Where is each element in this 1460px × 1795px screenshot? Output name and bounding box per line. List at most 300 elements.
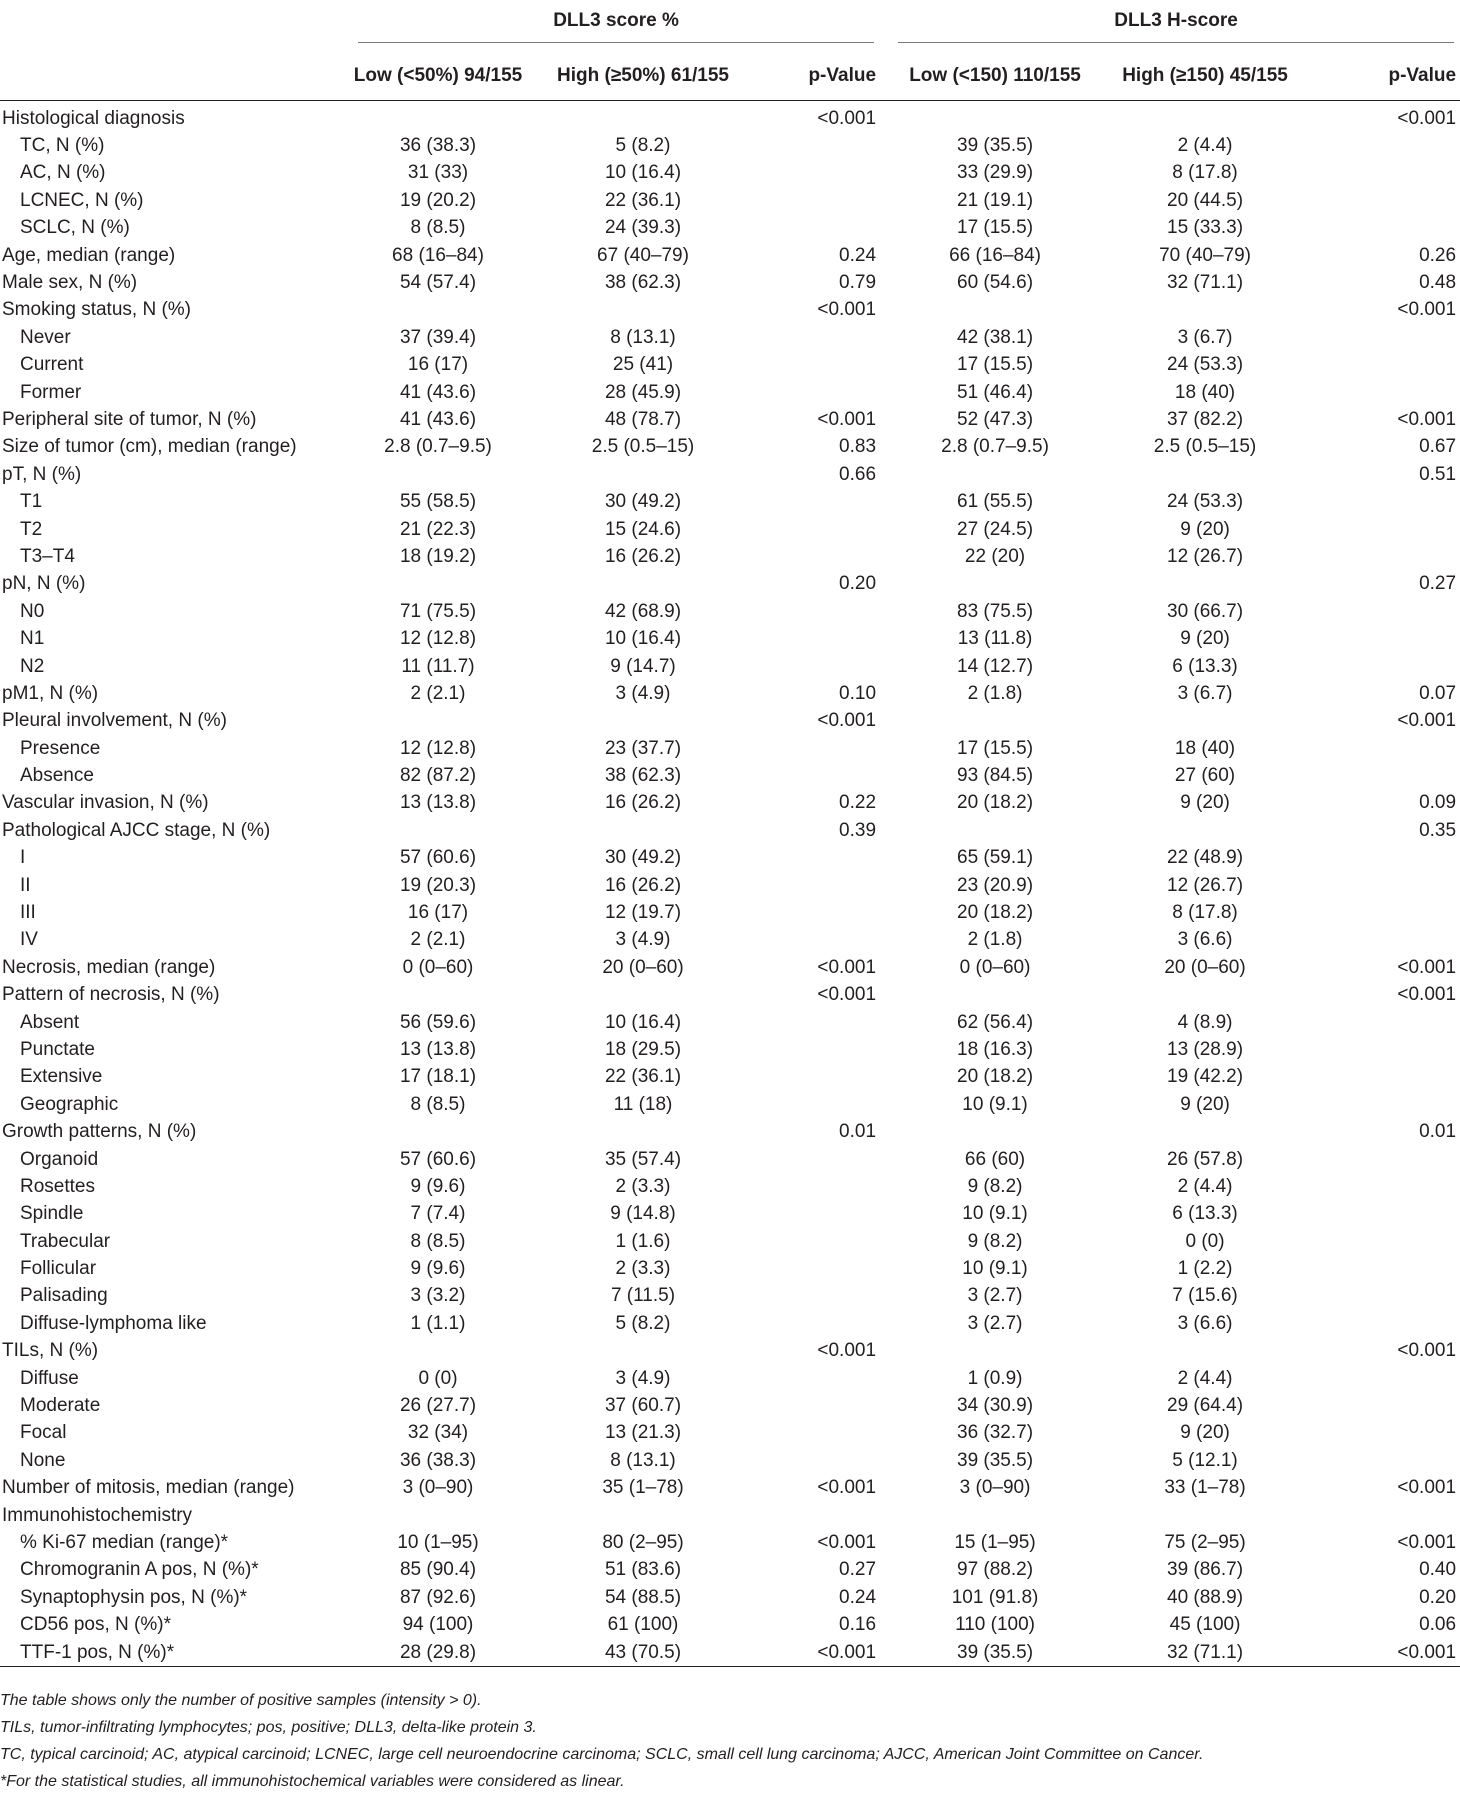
- p-value-cell: [1300, 1310, 1460, 1337]
- p-value-cell: [750, 1064, 880, 1091]
- p-value-cell: [1300, 1255, 1460, 1282]
- value-cell: [536, 101, 750, 133]
- value-cell: 51 (46.4): [957, 381, 1034, 403]
- value-cell: 37 (60.7): [604, 1395, 682, 1417]
- value-cell: [880, 1118, 1110, 1145]
- row-label: TTF-1 pos, N (%)*: [0, 1639, 340, 1667]
- value-cell: 1 (2.2): [1177, 1258, 1233, 1280]
- value-cell: 41 (43.6): [399, 381, 477, 403]
- row-label: Smoking status, N (%): [2, 299, 191, 321]
- row-label: Male sex, N (%): [2, 272, 138, 294]
- value-cell: 11 (18): [613, 1093, 673, 1115]
- value-cell: 30 (49.2): [604, 847, 682, 869]
- value-cell: 9 (20): [1180, 518, 1230, 540]
- p-value-cell: [750, 160, 880, 187]
- value-cell: 18 (29.5): [604, 1038, 682, 1060]
- row-label: N2: [20, 655, 45, 677]
- table-row: [0, 571, 1460, 598]
- row-label: CD56 pos, N (%)*: [20, 1614, 171, 1636]
- value-cell: [536, 1338, 750, 1365]
- value-cell: 8 (13.1): [610, 1449, 676, 1471]
- value-cell: 33 (1–78): [1164, 1477, 1246, 1499]
- value-cell: 18 (40): [1174, 737, 1236, 759]
- row-label: Age, median (range): [2, 244, 176, 266]
- p-value-cell: [750, 1009, 880, 1036]
- value-cell: [536, 817, 750, 844]
- p-value-cell: 0.24: [839, 1586, 877, 1608]
- table-row: [0, 872, 1460, 899]
- value-cell: 18 (16.3): [957, 1038, 1034, 1060]
- table-row: [0, 625, 1460, 652]
- table-row: [0, 845, 1460, 872]
- row-label: Synaptophysin pos, N (%)*: [20, 1586, 248, 1608]
- p-value-cell: 0.01: [1419, 1121, 1457, 1143]
- p-value-cell: <0.001: [817, 1340, 877, 1362]
- p-value-cell: 0.09: [1419, 792, 1457, 814]
- value-cell: 40 (88.9): [1167, 1586, 1244, 1608]
- p-value-cell: <0.001: [817, 984, 877, 1006]
- value-cell: 22 (48.9): [1167, 847, 1244, 869]
- p-value-cell: [750, 653, 880, 680]
- value-cell: [1110, 101, 1300, 133]
- footnote: TILs, tumor-infiltrating lymphocytes; pos, positive; DLL3, delta-like protein 3.: [0, 1719, 537, 1736]
- value-cell: [1110, 461, 1300, 488]
- value-cell: 21 (19.1): [957, 189, 1034, 211]
- column-header: Low (<150) 110/155: [880, 52, 1110, 101]
- value-cell: 82 (87.2): [399, 765, 477, 787]
- table-body: [0, 101, 1460, 1667]
- table-row: [0, 899, 1460, 926]
- value-cell: 24 (53.3): [1167, 491, 1244, 513]
- table-row: [0, 653, 1460, 680]
- value-cell: 12 (26.7): [1167, 874, 1244, 896]
- value-cell: [536, 1502, 750, 1529]
- row-label: LCNEC, N (%): [20, 189, 144, 211]
- p-value-cell: [750, 1502, 880, 1529]
- value-cell: 24 (39.3): [604, 217, 682, 239]
- header-blank: [0, 0, 340, 52]
- value-cell: 14 (12.7): [957, 655, 1034, 677]
- value-cell: 41 (43.6): [399, 408, 477, 430]
- p-value-cell: [750, 1447, 880, 1474]
- value-cell: 22 (36.1): [604, 1066, 682, 1088]
- table-row: [0, 1639, 1460, 1667]
- value-cell: 42 (68.9): [604, 600, 682, 622]
- p-value-cell: 0.07: [1419, 682, 1457, 704]
- value-cell: 16 (26.2): [604, 792, 682, 814]
- value-cell: 10 (9.1): [962, 1093, 1028, 1115]
- value-cell: 7 (11.5): [610, 1285, 676, 1307]
- table-row: [0, 1283, 1460, 1310]
- value-cell: [536, 571, 750, 598]
- value-cell: 10 (16.4): [604, 162, 682, 184]
- p-value-cell: <0.001: [1397, 1340, 1457, 1362]
- p-value-cell: <0.001: [1397, 956, 1457, 978]
- value-cell: 8 (8.5): [410, 1093, 466, 1115]
- table-row: [0, 242, 1460, 269]
- table-row: [0, 1392, 1460, 1419]
- value-cell: 6 (13.3): [1172, 1203, 1238, 1225]
- p-value-cell: [1300, 735, 1460, 762]
- value-cell: 7 (15.6): [1172, 1285, 1238, 1307]
- table-row: [0, 790, 1460, 817]
- p-value-cell: [750, 1228, 880, 1255]
- table-row: [0, 1475, 1460, 1502]
- value-cell: 55 (58.5): [399, 491, 477, 513]
- p-value-cell: [1300, 625, 1460, 652]
- table-row: [0, 1091, 1460, 1118]
- value-cell: 39 (35.5): [957, 135, 1034, 157]
- p-value-cell: 0.20: [839, 573, 877, 595]
- value-cell: 39 (35.5): [880, 1639, 1110, 1667]
- value-cell: 30 (66.7): [1167, 600, 1244, 622]
- value-cell: 2 (2.1): [410, 929, 466, 951]
- value-cell: 2 (2.1): [410, 682, 466, 704]
- value-cell: [1110, 708, 1300, 735]
- row-label: Diffuse: [20, 1367, 79, 1389]
- p-value-cell: 0.79: [839, 272, 877, 294]
- value-cell: 2.8 (0.7–9.5): [941, 436, 1049, 458]
- p-value-cell: [1300, 324, 1460, 351]
- value-cell: 12 (26.7): [1167, 545, 1244, 567]
- p-value-cell: [1300, 187, 1460, 214]
- value-cell: [340, 297, 536, 324]
- row-label: TC, N (%): [20, 135, 105, 157]
- row-label: % Ki-67 median (range)*: [20, 1532, 229, 1553]
- table-row: [0, 1118, 1460, 1145]
- value-cell: [880, 982, 1110, 1009]
- row-label: pN, N (%): [2, 573, 86, 595]
- p-value-cell: [750, 598, 880, 625]
- value-cell: [880, 1338, 1110, 1365]
- value-cell: 10 (16.4): [604, 628, 682, 650]
- value-cell: 9 (20): [1180, 792, 1230, 814]
- row-label: Pleural involvement, N (%): [2, 710, 227, 732]
- table-row: [0, 982, 1460, 1009]
- value-cell: 5 (8.2): [615, 135, 671, 157]
- value-cell: 36 (32.7): [957, 1422, 1034, 1444]
- value-cell: 37 (39.4): [399, 326, 477, 348]
- value-cell: 27 (60): [1174, 765, 1236, 787]
- value-cell: 2.5 (0.5–15): [591, 436, 695, 458]
- value-cell: 13 (11.8): [957, 628, 1033, 650]
- value-cell: 26 (57.8): [1167, 1148, 1244, 1170]
- row-label: T2: [20, 518, 43, 540]
- row-label: Growth patterns, N (%): [2, 1121, 197, 1143]
- p-value-cell: [1300, 132, 1460, 159]
- group-label-dll3-score: DLL3 score %: [358, 10, 874, 43]
- p-value-cell: [1300, 1228, 1460, 1255]
- value-cell: 2 (4.4): [1177, 1175, 1233, 1197]
- value-cell: 3 (2.7): [967, 1285, 1023, 1307]
- value-cell: 22 (36.1): [604, 189, 682, 211]
- p-value-cell: [1300, 543, 1460, 570]
- value-cell: 37 (82.2): [1167, 408, 1244, 430]
- value-cell: [536, 708, 750, 735]
- value-cell: 2 (3.3): [615, 1175, 671, 1197]
- row-label: Trabecular: [20, 1230, 111, 1252]
- row-label: Former: [20, 381, 82, 403]
- value-cell: 85 (90.4): [399, 1559, 477, 1581]
- p-value-cell: [1300, 516, 1460, 543]
- p-value-cell: [1300, 379, 1460, 406]
- value-cell: 12 (12.8): [399, 737, 477, 759]
- p-value-cell: 0.67: [1419, 436, 1457, 458]
- value-cell: 66 (16–84): [949, 244, 1041, 266]
- value-cell: [1110, 817, 1300, 844]
- value-cell: [880, 1502, 1110, 1529]
- value-cell: 3 (6.7): [1177, 682, 1233, 704]
- value-cell: 25 (41): [612, 354, 674, 376]
- value-cell: 54 (88.5): [604, 1586, 682, 1608]
- p-value-cell: [750, 352, 880, 379]
- value-cell: [536, 461, 750, 488]
- table-row: [0, 187, 1460, 214]
- p-value-cell: [1300, 872, 1460, 899]
- value-cell: 9 (9.6): [410, 1175, 466, 1197]
- p-value-cell: [1300, 1502, 1460, 1529]
- value-cell: 20 (18.2): [957, 1066, 1034, 1088]
- table-row: [0, 1009, 1460, 1036]
- p-value-cell: [750, 1173, 880, 1200]
- value-cell: 83 (75.5): [957, 600, 1034, 622]
- value-cell: 4 (8.9): [1177, 1011, 1233, 1033]
- p-value-cell: [750, 215, 880, 242]
- p-value-cell: [1300, 927, 1460, 954]
- row-label: Chromogranin A pos, N (%)*: [20, 1559, 259, 1581]
- value-cell: 38 (62.3): [604, 765, 682, 787]
- p-value-cell: <0.001: [817, 1532, 877, 1553]
- p-value-cell: [1300, 215, 1460, 242]
- table-row: [0, 735, 1460, 762]
- value-cell: 9 (20): [1180, 628, 1230, 650]
- value-cell: 15 (24.6): [604, 518, 682, 540]
- p-value-cell: [1300, 1447, 1460, 1474]
- p-value-cell: [750, 927, 880, 954]
- value-cell: 8 (8.5): [410, 217, 466, 239]
- value-cell: 16 (17): [407, 354, 469, 376]
- p-value-cell: [1300, 845, 1460, 872]
- value-cell: 21 (22.3): [399, 518, 477, 540]
- p-value-cell: <0.001: [1397, 984, 1457, 1006]
- value-cell: 9 (20): [1180, 1422, 1230, 1444]
- value-cell: 61 (100): [607, 1614, 679, 1636]
- value-cell: 35 (1–78): [602, 1477, 684, 1499]
- p-value-cell: <0.001: [817, 299, 877, 321]
- value-cell: 28 (29.8): [340, 1639, 536, 1667]
- value-cell: 43 (70.5): [536, 1639, 750, 1667]
- value-cell: 101 (91.8): [951, 1586, 1039, 1608]
- value-cell: 48 (78.7): [604, 408, 682, 430]
- row-label: Pathological AJCC stage, N (%): [2, 819, 271, 841]
- table-row: [0, 543, 1460, 570]
- table-row: [0, 1611, 1460, 1638]
- p-value-cell: 0.16: [839, 1614, 877, 1636]
- p-value-cell: 0.22: [839, 792, 877, 814]
- p-value-cell: [1300, 899, 1460, 926]
- column-header: High (≥150) 45/155: [1110, 52, 1300, 101]
- value-cell: 13 (21.3): [604, 1422, 682, 1444]
- row-label: Punctate: [20, 1038, 95, 1060]
- p-value-cell: [1300, 1283, 1460, 1310]
- value-cell: 42 (38.1): [957, 326, 1034, 348]
- value-cell: [340, 101, 536, 133]
- value-cell: 38 (62.3): [604, 272, 682, 294]
- value-cell: 5 (12.1): [1172, 1449, 1238, 1471]
- p-value-cell: [750, 1310, 880, 1337]
- value-cell: 23 (37.7): [604, 737, 682, 759]
- value-cell: 36 (38.3): [399, 1449, 477, 1471]
- row-label: Histological diagnosis: [2, 107, 185, 129]
- value-cell: 3 (0–90): [959, 1477, 1031, 1499]
- value-cell: 6 (13.3): [1172, 655, 1238, 677]
- row-label: N1: [20, 628, 45, 650]
- value-cell: 13 (28.9): [1167, 1038, 1244, 1060]
- table-row: [0, 297, 1460, 324]
- value-cell: 35 (57.4): [604, 1148, 682, 1170]
- value-cell: [340, 817, 536, 844]
- p-value-cell: [750, 324, 880, 351]
- value-cell: [340, 461, 536, 488]
- group-header-dll3-score: [340, 0, 880, 52]
- value-cell: 2 (4.4): [1177, 135, 1233, 157]
- table-row: [0, 1447, 1460, 1474]
- value-cell: 54 (57.4): [399, 272, 477, 294]
- value-cell: 97 (88.2): [957, 1559, 1034, 1581]
- p-value-cell: <0.001: [817, 1477, 877, 1499]
- table-row: [0, 132, 1460, 159]
- table-row: [0, 101, 1460, 133]
- row-label: SCLC, N (%): [20, 217, 130, 239]
- row-label: Absent: [20, 1011, 80, 1033]
- value-cell: 24 (53.3): [1167, 354, 1244, 376]
- p-value-cell: [1300, 762, 1460, 789]
- p-value-cell: [750, 1255, 880, 1282]
- value-cell: [880, 101, 1110, 133]
- row-label: Rosettes: [20, 1175, 95, 1197]
- value-cell: [880, 461, 1110, 488]
- value-cell: 9 (14.7): [610, 655, 676, 677]
- value-cell: 17 (15.5): [957, 354, 1034, 376]
- row-label: Peripheral site of tumor, N (%): [2, 408, 257, 430]
- value-cell: 32 (71.1): [1110, 1639, 1300, 1667]
- value-cell: 60 (54.6): [957, 272, 1034, 294]
- p-value-cell: 0.51: [1419, 463, 1457, 485]
- row-label: Necrosis, median (range): [2, 956, 216, 978]
- value-cell: 20 (18.2): [957, 902, 1034, 924]
- table-row: [0, 352, 1460, 379]
- table-row: [0, 954, 1460, 981]
- row-label: Size of tumor (cm), median (range): [2, 436, 297, 458]
- value-cell: 0 (0–60): [959, 956, 1031, 978]
- group-header-dll3-hscore: [880, 0, 1460, 52]
- value-cell: 22 (20): [964, 545, 1026, 567]
- value-cell: 33 (29.9): [957, 162, 1034, 184]
- p-value-cell: 0.10: [839, 682, 877, 704]
- p-value-cell: [750, 516, 880, 543]
- p-value-cell: [750, 1201, 880, 1228]
- value-cell: 13 (13.8): [399, 1038, 477, 1060]
- column-header: High (≥50%) 61/155: [536, 52, 750, 101]
- table-row: [0, 1584, 1460, 1611]
- value-cell: 1 (1.1): [410, 1312, 466, 1334]
- table-row: [0, 434, 1460, 461]
- table-row: [0, 1529, 1460, 1556]
- value-cell: [340, 1338, 536, 1365]
- p-value-cell: [1300, 1091, 1460, 1118]
- column-header: Low (<50%) 94/155: [340, 52, 536, 101]
- table-row: [0, 160, 1460, 187]
- row-label: Current: [20, 354, 84, 376]
- p-value-cell: <0.001: [1397, 408, 1457, 430]
- value-cell: 10 (1–95): [397, 1532, 479, 1553]
- p-value-cell: [750, 872, 880, 899]
- table-row: [0, 1310, 1460, 1337]
- row-label: Never: [20, 326, 71, 348]
- table-row: [0, 1173, 1460, 1200]
- p-value-cell: [750, 187, 880, 214]
- row-label: Immunohistochemistry: [2, 1504, 193, 1526]
- table-header: [0, 0, 1460, 101]
- row-label: IV: [20, 929, 38, 951]
- p-value-cell: <0.001: [817, 408, 877, 430]
- value-cell: 51 (83.6): [604, 1559, 682, 1581]
- table-row: [0, 817, 1460, 844]
- p-value-cell: 0.24: [839, 244, 877, 266]
- value-cell: 8 (8.5): [410, 1230, 466, 1252]
- p-value-cell: [1300, 488, 1460, 515]
- value-cell: [340, 1502, 536, 1529]
- p-value-cell: <0.001: [750, 1639, 880, 1667]
- value-cell: 94 (100): [402, 1614, 474, 1636]
- value-cell: 75 (2–95): [1164, 1532, 1246, 1553]
- row-label: Spindle: [20, 1203, 84, 1225]
- value-cell: 3 (6.6): [1177, 929, 1233, 951]
- value-cell: 3 (3.2): [410, 1285, 466, 1307]
- value-cell: 23 (20.9): [957, 874, 1034, 896]
- row-label: Moderate: [20, 1395, 101, 1417]
- footnote: *For the statistical studies, all immunohistochemical variables were considered as linear.: [0, 1773, 625, 1790]
- row-label: T1: [20, 491, 43, 513]
- row-label: AC, N (%): [20, 162, 106, 184]
- table-row: [0, 1420, 1460, 1447]
- p-value-cell: [750, 1146, 880, 1173]
- p-value-cell: <0.001: [817, 107, 877, 129]
- row-label: Palisading: [20, 1285, 108, 1307]
- column-header: p-Value: [1300, 52, 1460, 101]
- value-cell: 20 (0–60): [602, 956, 684, 978]
- p-value-cell: [1300, 1201, 1460, 1228]
- table-row: [0, 488, 1460, 515]
- value-cell: 9 (14.8): [610, 1203, 676, 1225]
- value-cell: 62 (56.4): [957, 1011, 1034, 1033]
- value-cell: [340, 571, 536, 598]
- table-footnotes: [0, 1687, 1460, 1795]
- p-value-cell: 0.27: [839, 1559, 877, 1581]
- value-cell: [1110, 1338, 1300, 1365]
- value-cell: 61 (55.5): [957, 491, 1034, 513]
- p-value-cell: 0.40: [1419, 1559, 1457, 1581]
- table-row: [0, 927, 1460, 954]
- table-row: [0, 215, 1460, 242]
- p-value-cell: [750, 625, 880, 652]
- table-row: [0, 1228, 1460, 1255]
- value-cell: 2 (1.8): [967, 929, 1023, 951]
- p-value-cell: <0.001: [817, 710, 877, 732]
- value-cell: 39 (86.7): [1167, 1559, 1244, 1581]
- header-label-column: [0, 52, 340, 101]
- row-label: N0: [20, 600, 45, 622]
